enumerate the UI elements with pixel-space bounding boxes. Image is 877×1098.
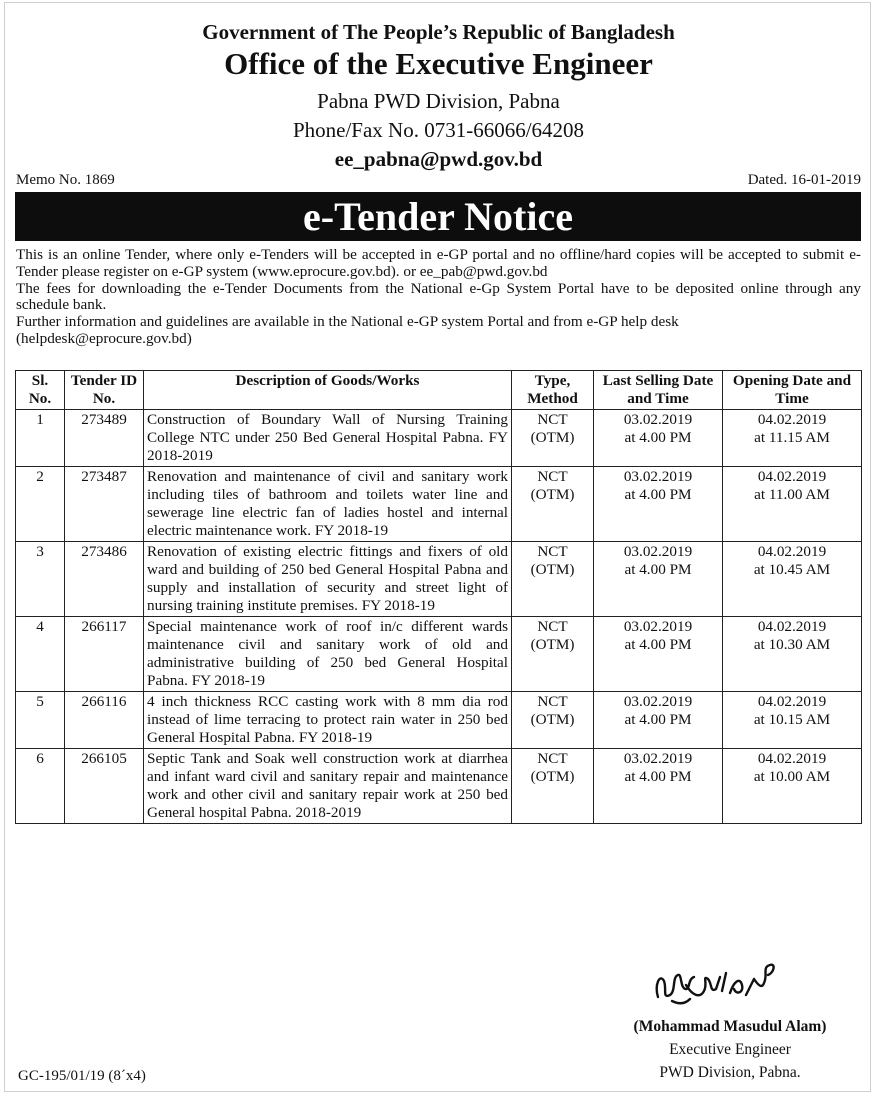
cell-open-date: 04.02.2019 [757,618,827,635]
cell-description: Special maintenance work of roof in/c different wards maintenance civil and sanitary work of old and administrative building of 250 bed General Hospital Pabna. FY 2018-19 [144,617,512,692]
cell-type: NCT [537,411,568,428]
table-row [16,749,862,824]
cell-type-method [512,692,594,749]
cell-open-date: 04.02.2019 [757,693,827,710]
cell-type-method [512,467,594,542]
cell-tender-id: 266105 [65,749,144,824]
table-row [16,692,862,749]
cell-open-date: 04.02.2019 [757,543,827,560]
notice-date: Dated. 16-01-2019 [747,172,861,188]
phone-line: Phone/Fax No. 0731-66066/64208 [292,118,585,142]
government-heading: Government of The People’s Republic of Bangladesh [202,20,675,44]
cell-sell-time: at 4.00 PM [624,429,692,446]
cell-method: (OTM) [530,561,575,578]
intro-paragraph-3-text: Further information and guidelines are available in the National e-GP system Portal and from e-GP help desk [16,313,679,331]
cell-opening [723,542,862,617]
intro-paragraph-2: The fees for downloading the e-Tender Documents from the National e-Gp System Portal have to be deposited online through any schedule bank. [16,279,861,314]
cell-sell-time: at 4.00 PM [624,711,692,728]
header-last-selling: Last Selling Date and Time [594,371,723,410]
memo-number: Memo No. 1869 [16,172,115,188]
intro-paragraph-1: This is an online Tender, where only e-Tenders will be accepted in e-GP portal and no offline/hard copies will be accepted to submit e-Tender please register on e-GP system (www.eprocure.gov.bd). or ee_pab@pwd.gov.bd [16,246,861,280]
cell-method: (OTM) [530,486,575,503]
cell-description: 4 inch thickness RCC casting work with 8 mm dia rod instead of lime terracing to protect rain water in 250 bed General Hospital Pabna. FY 2018-19 [144,692,512,749]
cell-sell-time: at 4.00 PM [624,561,692,578]
cell-type-method [512,617,594,692]
cell-description: Renovation of existing electric fittings and fixers of old ward and building of 250 bed General Hospital Pabna and supply and installation of security and street light of nursing training institute premises. FY 2018-19 [144,542,512,617]
handwritten-signature [650,955,800,1017]
cell-opening [723,692,862,749]
cell-last-selling [594,467,723,542]
table-row [16,542,862,617]
signer-office: PWD Division, Pabna. [659,1064,801,1081]
cell-sl-no: 2 [16,467,65,542]
header-description: Description of Goods/Works [144,371,512,410]
cell-description: Renovation and maintenance of civil and sanitary work including tiles of bathroom and toilets water line and sewerage line electric fan of ladies hostel and internal electric maintenance work. FY 2018-19 [144,467,512,542]
cell-tender-id: 266116 [65,692,144,749]
cell-sell-time: at 4.00 PM [624,486,692,503]
cell-sell-date: 03.02.2019 [623,468,693,485]
cell-sl-no: 1 [16,410,65,467]
cell-type-method [512,410,594,467]
cell-sell-date: 03.02.2019 [623,543,693,560]
header-opening: Opening Date and Time [723,371,862,410]
cell-tender-id: 266117 [65,617,144,692]
cell-last-selling [594,749,723,824]
cell-method: (OTM) [530,711,575,728]
intro-text [16,247,861,348]
cell-open-time: at 11.00 AM [754,486,830,503]
cell-type: NCT [537,618,568,635]
cell-method: (OTM) [530,429,575,446]
cell-tender-id: 273489 [65,410,144,467]
cell-tender-id: 273486 [65,542,144,617]
cell-open-date: 04.02.2019 [757,750,827,767]
cell-description: Septic Tank and Soak well construction work at diarrhea and infant ward civil and sanitary repair and maintenance work and other civil and sanitary repair work at 250 bed General hospital Pabna. 2018-2019 [144,749,512,824]
table-row [16,410,862,467]
cell-sl-no: 5 [16,692,65,749]
division-line: Pabna PWD Division, Pabna [317,89,560,113]
cell-open-date: 04.02.2019 [757,411,827,428]
tender-table [15,370,862,824]
cell-type: NCT [537,750,568,767]
cell-description: Construction of Boundary Wall of Nursing Training College NTC under 250 Bed General Hospital Pabna. FY 2018-2019 [144,410,512,467]
cell-sell-time: at 4.00 PM [624,636,692,653]
cell-open-time: at 10.30 AM [753,636,831,653]
cell-open-date: 04.02.2019 [757,468,827,485]
cell-type: NCT [537,543,568,560]
cell-opening [723,410,862,467]
cell-tender-id: 273487 [65,467,144,542]
cell-opening [723,749,862,824]
helpdesk-email: (helpdesk@eprocure.gov.bd) [16,329,192,347]
header-type-method: Type, Method [512,371,594,410]
cell-last-selling [594,692,723,749]
cell-type-method [512,749,594,824]
cell-method: (OTM) [530,768,575,785]
header-sl-no: Sl. No. [16,371,65,410]
signer-designation: Executive Engineer [669,1041,791,1058]
cell-type: NCT [537,693,568,710]
cell-method: (OTM) [530,636,575,653]
table-row [16,617,862,692]
email-line: ee_pabna@pwd.gov.bd [334,147,543,171]
cell-sell-time: at 4.00 PM [624,768,692,785]
cell-open-time: at 10.00 AM [753,768,831,785]
cell-open-time: at 10.45 AM [753,561,831,578]
cell-type: NCT [537,468,568,485]
signer-name: (Mohammad Masudul Alam) [633,1018,827,1035]
cell-open-time: at 10.15 AM [753,711,831,728]
cell-last-selling [594,617,723,692]
cell-open-time: at 11.15 AM [754,429,830,446]
office-title: Office of the Executive Engineer [224,46,653,81]
table-header-row [16,371,862,410]
cell-type-method [512,542,594,617]
cell-sell-date: 03.02.2019 [623,693,693,710]
cell-last-selling [594,410,723,467]
cell-sl-no: 4 [16,617,65,692]
cell-sl-no: 6 [16,749,65,824]
cell-last-selling [594,542,723,617]
cell-sell-date: 03.02.2019 [623,750,693,767]
cell-sell-date: 03.02.2019 [623,618,693,635]
cell-sl-no: 3 [16,542,65,617]
cell-opening [723,617,862,692]
notice-title-banner: e-Tender Notice [15,192,861,241]
header-tender-id: Tender ID No. [65,371,144,410]
footer-code: GC-195/01/19 (8´x4) [18,1068,146,1084]
cell-sell-date: 03.02.2019 [623,411,693,428]
cell-opening [723,467,862,542]
table-row [16,467,862,542]
intro-paragraph-3 [16,314,861,348]
